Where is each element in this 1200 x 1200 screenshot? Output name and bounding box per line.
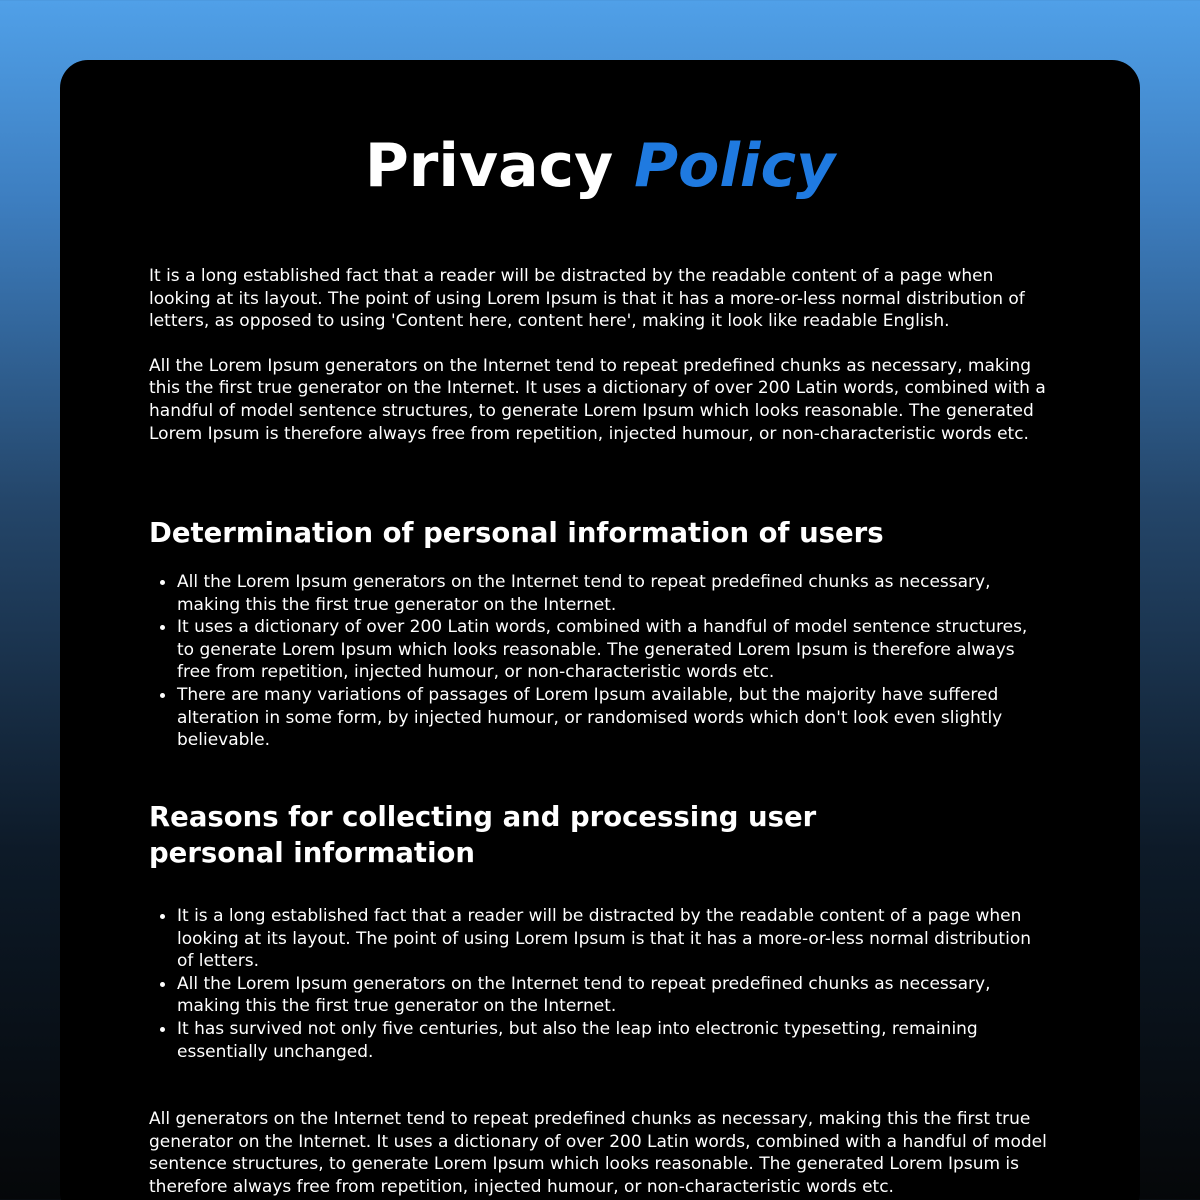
- determination-list: [149, 571, 1039, 752]
- title-accent: Policy: [634, 131, 836, 201]
- list-item: All the Lorem Ipsum generators on the Internet tend to repeat predefined chunks as necessary, making this the first true generator on the Internet.: [149, 571, 1039, 616]
- reasons-list: [149, 905, 1039, 1063]
- title-main: Privacy: [364, 131, 614, 201]
- page-title: [0, 128, 1200, 204]
- list-item: It is a long established fact that a reader will be distracted by the readable content of a page when looking at its layout. The point of using Lorem Ipsum is that it has a more-or-less normal distribution of letters.: [149, 905, 1039, 973]
- list-item: It uses a dictionary of over 200 Latin words, combined with a handful of model sentence structures, to generate Lorem Ipsum which looks reasonable. The generated Lorem Ipsum is therefore always free from repetition, injected humour, or non-characteristic words etc.: [149, 616, 1039, 684]
- section-heading-reasons: Reasons for collecting and processing user personal information: [149, 801, 817, 869]
- list-item: All the Lorem Ipsum generators on the Internet tend to repeat predefined chunks as necessary, making this the first true generator on the Internet.: [149, 973, 1039, 1018]
- determination-section: [149, 571, 1069, 752]
- closing-section: [149, 1108, 1069, 1198]
- intro-paragraph: It is a long established fact that a reader will be distracted by the readable content of a page when looking at its layout. The point of using Lorem Ipsum is that it has a more-or-less normal distribution of letters, as opposed to using 'Content here, content here', making it look like readable English.: [149, 266, 1025, 332]
- section-heading-determination: Determination of personal information of users: [149, 517, 884, 549]
- list-item: There are many variations of passages of Lorem Ipsum available, but the majority have suffered alteration in some form, by injected humour, or randomised words which don't look even slightly believable.: [149, 684, 1039, 752]
- intro-paragraph: All the Lorem Ipsum generators on the Internet tend to repeat predefined chunks as necessary, making this the first true generator on the Internet. It uses a dictionary of over 200 Latin words, combined with a handful of model sentence structures, to generate Lorem Ipsum which looks reasonable. The generated Lorem Ipsum is therefore always free from repetition, injected humour, or non-characteristic words etc.: [149, 355, 1046, 444]
- list-item: It has survived not only five centuries, but also the leap into electronic typesetting, remaining essentially unchanged.: [149, 1018, 1039, 1063]
- reasons-section: [149, 905, 1069, 1063]
- closing-paragraph: All generators on the Internet tend to repeat predefined chunks as necessary, making this the first true generator on the Internet. It uses a dictionary of over 200 Latin words, combined with a handful of model sentence structures, to generate Lorem Ipsum which looks reasonable. The generated Lorem Ipsum is therefore always free from repetition, injected humour, or non-characteristic words etc.: [149, 1109, 1047, 1197]
- intro-section: [149, 265, 1069, 445]
